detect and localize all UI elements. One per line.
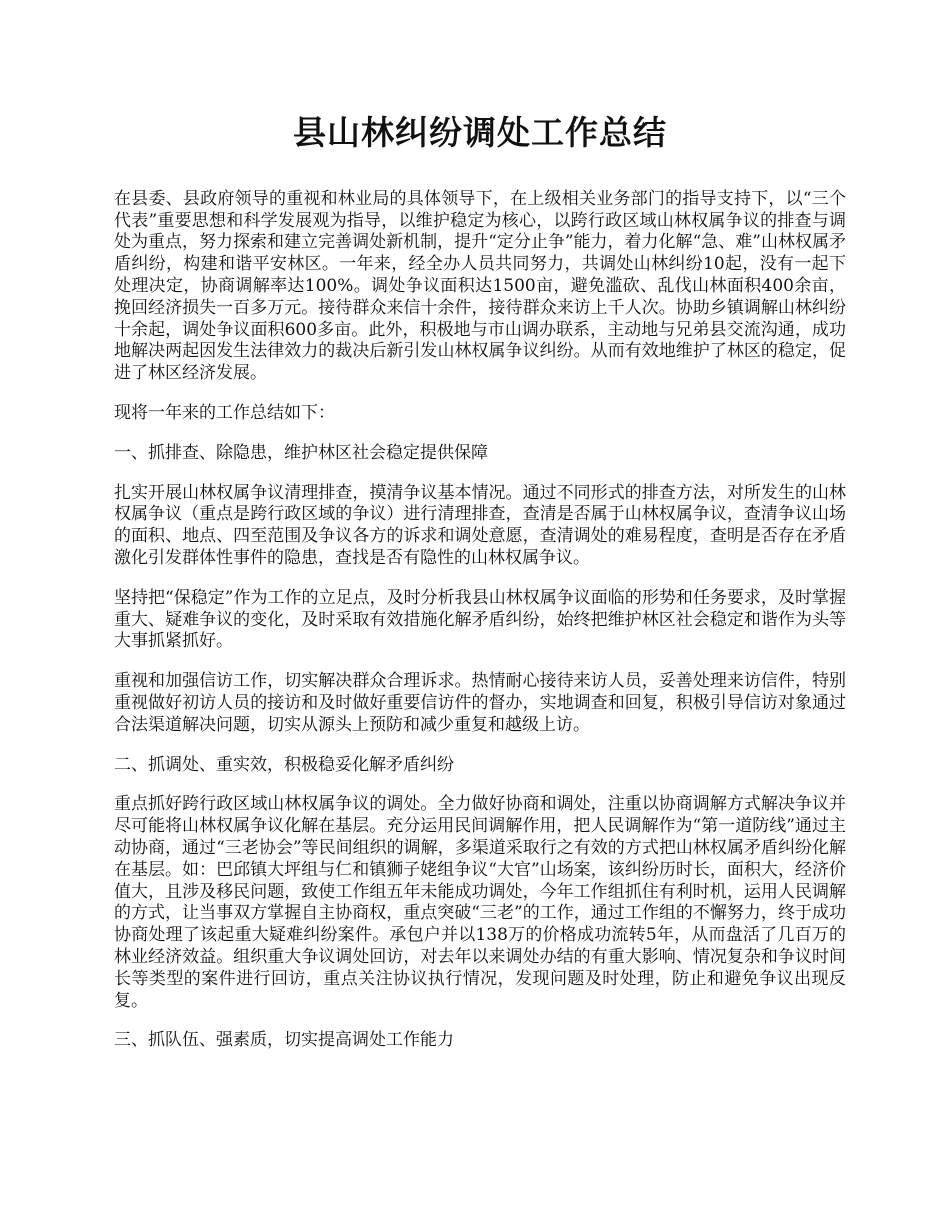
document-page <box>114 104 846 1070</box>
paragraph-summary-lead: 现将一年来的工作总结如下： <box>114 403 335 424</box>
paragraph-intro: 在县委、县政府领导的重视和林业局的具体领导下，在上级相关业务部门的指导支持下，以“三个代表”重要思想和科学发展观为指导，以维护稳定为核心，以跨行政区域山林权属争议的排查与调处为重点，努力探索和建立完善调处新机制，提升“定分止争”能力，着力化解“急、难”山林权属矛盾纠纷，构建和谐平安林区。一年来，经全办人员共同努力，共调处山林纠纷10起，没有一起下处理决定，协商调解率达100%。调处争议面积达1500亩，避免滥砍、乱伐山林面积400余亩，挽回经济损失一百多万元。接待群众来信十余件，接待群众来访上千人次。协助乡镇调解山林纠纷十余起，调处争议面积600多亩。此外，积极地与市山调办联系，主动地与兄弟县交流沟通，成功地解决两起因发生法律效力的裁决后新引发山林权属争议纠纷。从而有效地维护了林区的稳定，促进了林区经济发展。 <box>114 188 846 384</box>
paragraph-stability: 坚持把“保稳定”作为工作的立足点，及时分析我县山林权属争议面临的形势和任务要求，及时掌握重大、疑难争议的变化，及时采取有效措施化解矛盾纠纷，始终把维护林区社会稳定和谐作为头等大事抓紧抓好。 <box>114 587 846 652</box>
paragraph-petitions: 重视和加强信访工作，切实解决群众合理诉求。热情耐心接待来访人员，妥善处理来访信件，特别重视做好初访人员的接访和及时做好重要信访件的督办，实地调查和回复，积极引导信访对象通过合法渠道解决问题，切实从源头上预防和减少重复和越级上访。 <box>114 671 846 735</box>
section-heading-3: 三、抓队伍、强素质，切实提高调处工作能力 <box>114 1030 454 1051</box>
section-heading-1: 一、抓排查、除隐患，维护林区社会稳定提供保障 <box>114 442 488 463</box>
paragraph-mediation: 重点抓好跨行政区域山林权属争议的调处。全力做好协商和调处，注重以协商调解方式解决争议并尽可能将山林权属争议化解在基层。充分运用民间调解作用，把人民调解作为“第一道防线”通过主动协商，通过“三老协会”等民间组织的调解，多渠道采取行之有效的方式把山林权属矛盾纠纷化解在基层。如：巴邱镇大坪组与仁和镇狮子姥组争议“大官”山场案，该纠纷历时长，面积大，经济价值大，且涉及移民问题，致使工作组五年未能成功调处，今年工作组抓住有利时机，运用人民调解的方式，让当事双方掌握自主协商权，重点突破“三老”的工作，通过工作组的不懈努力，终于成功协商处理了该起重大疑难纠纷案件。承包户并以138万的价格成功流转5年，从而盘活了几百万的林业经济效益。组织重大争议调处回访，对去年以来调处办结的有重大影响、情况复杂和争议时间长等类型的案件进行回访，重点关注协议执行情况，发现问题及时处理，防止和避免争议出现反复。 <box>114 794 846 1011</box>
paragraph-investigation: 扎实开展山林权属争议清理排查，摸清争议基本情况。通过不同形式的排查方法，对所发生的山林权属争议（重点是跨行政区域的争议）进行清理排查，查清是否属于山林权属争议，查清争议山场的面积、地点、四至范围及争议各方的诉求和调处意愿，查清调处的难易程度，查明是否存在矛盾激化引发群体性事件的隐患，查找是否有隐性的山林权属争议。 <box>114 482 846 569</box>
section-heading-2: 二、抓调处、重实效，积极稳妥化解矛盾纠纷 <box>114 754 454 775</box>
document-title: 县山林纠纷调处工作总结 <box>293 113 667 152</box>
